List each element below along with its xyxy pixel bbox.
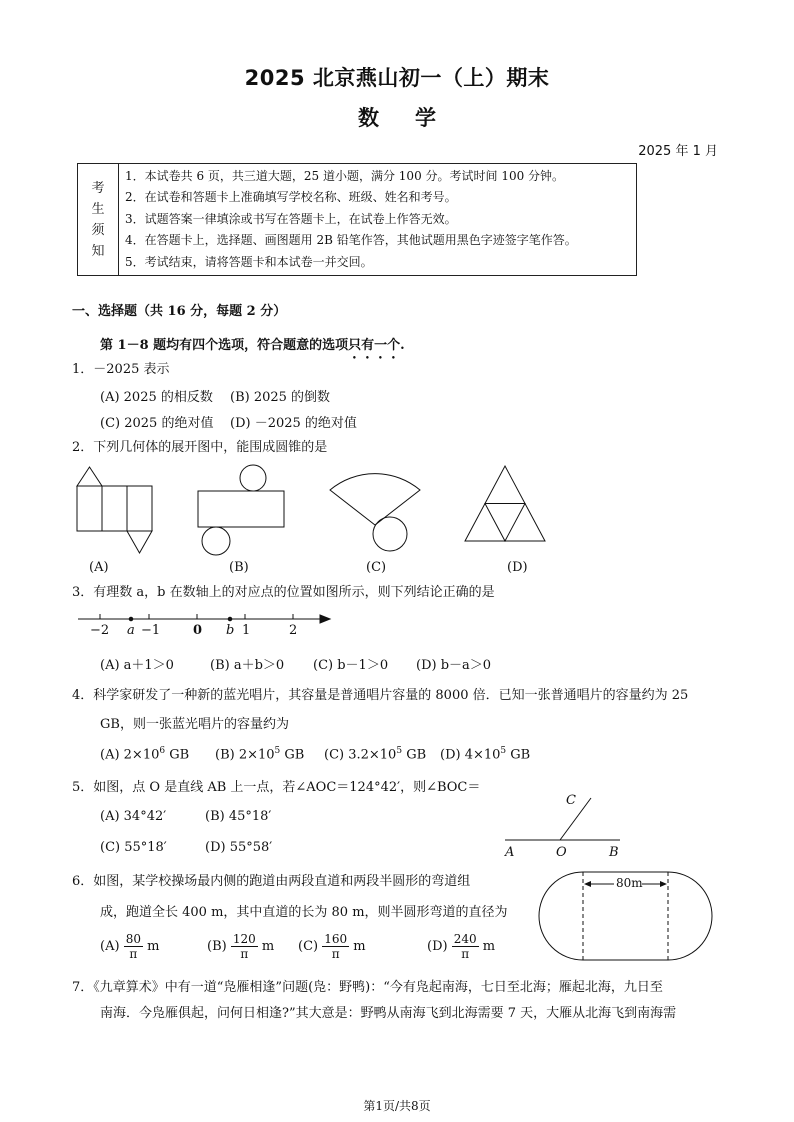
tick-2: 2 (289, 623, 298, 638)
q6-d-unit: m (482, 939, 496, 954)
q4-c-exp: 5 (396, 746, 403, 756)
notice-item: 4．在答题卡上，选择题、画图题用 2B 铅笔作答，其他试题用黑色字迹签字笔作答。 (125, 233, 577, 248)
notice-label-char: 知 (91, 243, 105, 259)
notice-label-char: 生 (91, 201, 105, 217)
q6-d-label: (D) (427, 939, 448, 954)
point-b: B (609, 845, 619, 860)
instruction-prefix: 第 1－8 题均有四个选项，符合题意的选项 (100, 338, 349, 353)
q2-label-c: (C) (366, 560, 387, 575)
q4-d-base: (D) 4×10 (440, 747, 501, 763)
tick-0: 0 (193, 623, 203, 638)
q6-stem-line1: 6．如图，某学校操场最内侧的跑道由两段直道和两段半圆形的弯道组 (72, 874, 471, 889)
notice-item: 1．本试卷共 6 页，共三道大题，25 道小题，满分 100 分。考试时间 100 分钟。 (125, 169, 565, 183)
q4-d-exp: 5 (500, 746, 507, 756)
q6-d-num: 240 (453, 932, 477, 946)
q6-stem-line2: 成，跑道全长 400 m，其中直道的长为 80 m，则半圆形弯道的直径为 (100, 905, 508, 920)
tick-b: b (226, 623, 235, 638)
q1-option-a: (A) 2025 的相反数 (100, 390, 213, 405)
q6-b-num: 120 (232, 932, 256, 946)
point-o: O (556, 845, 567, 860)
q3-option-d: (D) b－a＞0 (416, 658, 492, 673)
q4-a-exp: 6 (159, 746, 166, 756)
q4-stem-line1: 4．科学家研发了一种新的蓝光唱片，其容量是普通唱片容量的 8000 倍．已知一张普通唱片的容量约为 25 (72, 688, 689, 703)
q4-a-unit: GB (165, 747, 190, 763)
exam-title: 2025 北京燕山初一（上）期末 (244, 66, 550, 90)
q7-stem-line1: 7．《九章算术》中有一道“凫雁相逢”问题(凫：野鸭)：“今有凫起南海，七日至北海；雁起北海，九日至 (72, 980, 663, 995)
section-heading: 一、选择题（共 16 分，每题 2 分） (72, 304, 287, 319)
q6-a-num: 80 (125, 932, 141, 946)
q6-b-den: π (240, 947, 249, 961)
q2-label-a: (A) (89, 560, 109, 575)
q5-option-c: (C) 55°18′ (100, 840, 167, 855)
q4-d-unit: GB (506, 747, 531, 763)
q5-stem: 5．如图，点 O 是直线 AB 上一点，若∠AOC＝124°42′，则∠BOC＝ (72, 780, 481, 795)
tick-a: a (127, 623, 135, 638)
q1-stem: 1．－2025 表示 (72, 362, 170, 377)
q4-stem-line2: GB，则一张蓝光唱片的容量约为 (100, 717, 289, 732)
q5-option-d: (D) 55°58′ (205, 840, 273, 855)
q3-option-b: (B) a＋b＞0 (210, 658, 285, 673)
instruction-suffix: . (400, 338, 405, 353)
point-c: C (566, 793, 576, 808)
q6-b-label: (B) (207, 939, 227, 954)
q1-option-c: (C) 2025 的绝对值 (100, 416, 214, 431)
subject-title: 数学 (358, 106, 472, 130)
q2-label-d: (D) (507, 560, 528, 575)
tick-neg1: −1 (141, 623, 161, 638)
notice-item: 3．试题答案一律填涂或书写在答题卡上，在试卷上作答无效。 (125, 211, 457, 226)
q6-a-label: (A) (100, 939, 120, 954)
q4-b-unit: GB (280, 747, 305, 763)
point-a: A (505, 845, 515, 860)
notice-label-char: 考 (91, 180, 105, 196)
q6-figure-label: 80m (616, 876, 643, 890)
q5-option-b: (B) 45°18′ (205, 809, 272, 824)
q6-c-unit: m (353, 939, 366, 954)
q4-c-base: (C) 3.2×10 (324, 747, 397, 763)
q6-d-den: π (461, 947, 470, 961)
q6-c-den: π (331, 947, 340, 961)
q6-b-unit: m (261, 939, 275, 954)
q4-c-unit: GB (402, 747, 427, 763)
q1-option-b: (B) 2025 的倒数 (230, 390, 331, 405)
q7-stem-line2: 南海．今凫雁俱起，问何日相逢?”其大意是：野鸭从南海飞到北海需要 7 天，大雁从北海飞到南海需 (100, 1006, 677, 1021)
q6-a-unit: m (147, 939, 160, 954)
q3-option-a: (A) a＋1＞0 (100, 658, 174, 673)
q2-label-b: (B) (229, 560, 249, 575)
q6-c-label: (C) (298, 939, 319, 954)
q4-b-exp: 5 (274, 746, 281, 756)
exam-date: 2025 年 1 月 (638, 144, 718, 159)
q6-a-den: π (129, 947, 138, 961)
q4-b-base: (B) 2×10 (215, 747, 275, 763)
q4-a-base: (A) 2×10 (100, 747, 160, 763)
q6-c-num: 160 (324, 932, 348, 946)
notice-label-char: 须 (91, 222, 105, 238)
notice-item: 2．在试卷和答题卡上准确填写学校名称、班级、姓名和考号。 (125, 190, 457, 205)
q3-option-c: (C) b－1＞0 (313, 658, 389, 673)
page-footer: 第1页/共8页 (363, 1099, 431, 1113)
q1-option-d: (D) －2025 的绝对值 (230, 416, 357, 431)
q2-stem: 2．下列几何体的展开图中，能围成圆锥的是 (72, 440, 328, 455)
tick-1: 1 (242, 623, 251, 638)
tick-neg2: −2 (90, 623, 110, 638)
instruction-emphasis: 只有一个 (348, 338, 401, 353)
notice-item: 5．考试结束，请将答题卡和本试卷一并交回。 (125, 254, 373, 269)
q3-stem: 3．有理数 a，b 在数轴上的对应点的位置如图所示，则下列结论正确的是 (72, 585, 495, 600)
q5-option-a: (A) 34°42′ (100, 809, 167, 824)
